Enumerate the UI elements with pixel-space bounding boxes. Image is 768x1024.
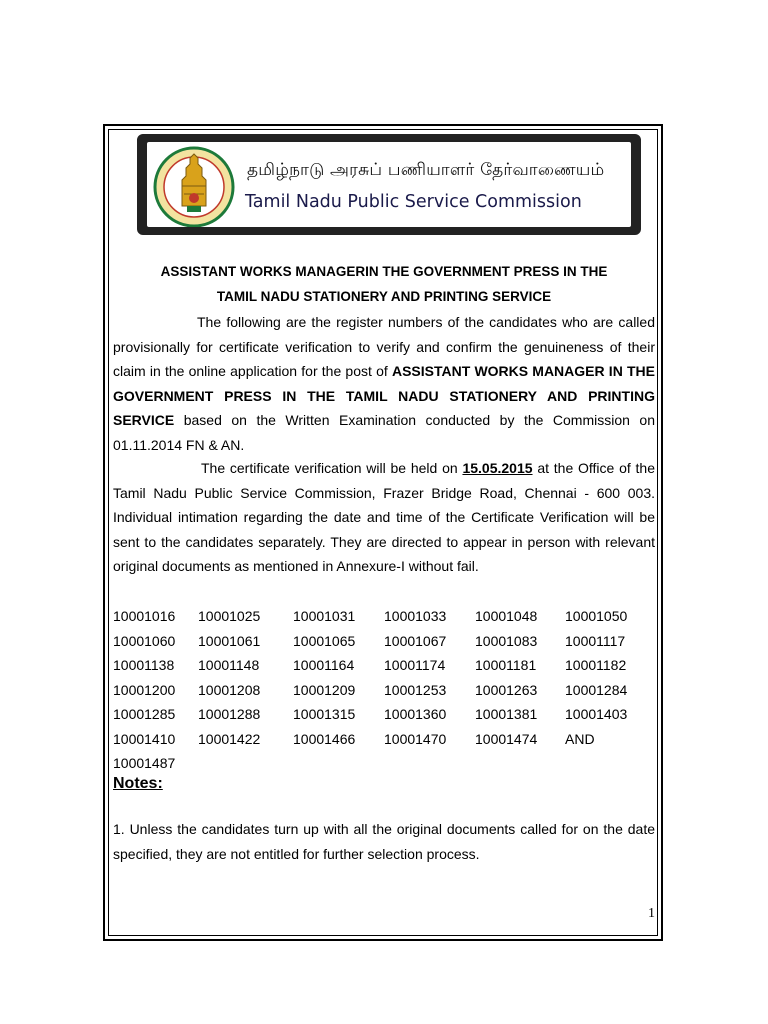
register-number: 10001200 — [113, 681, 176, 698]
register-number: 10001016 — [113, 608, 176, 624]
intro-text: The following are the register numbers of the candidates who are called provisionally for certificate verification to verify and confirm the genuineness of their claim in the online application for the post of — [113, 314, 655, 379]
verification-date: 15.05.2015 — [462, 460, 533, 476]
page-number: 1 — [648, 906, 655, 921]
register-number: 10001470 — [384, 730, 447, 747]
register-number: 10001174 — [384, 657, 446, 673]
register-number: 10001164 — [293, 657, 355, 673]
register-number: 10001474 — [475, 730, 538, 747]
tamil-title: தமிழ்நாடு அரசுப் பணியாளர் தேர்வாணையம் — [247, 160, 605, 180]
register-number: 10001288 — [198, 706, 261, 722]
register-number: 10001403 — [565, 706, 628, 722]
register-number: 10001025 — [198, 608, 261, 624]
tnpsc-seal-logo — [153, 146, 235, 227]
tnpsc-banner — [137, 134, 641, 235]
verification-text: The certificate verification will be held on — [201, 460, 458, 476]
register-number: 10001067 — [384, 632, 447, 649]
register-number: 10001048 — [475, 608, 538, 624]
notes-title: Notes: — [113, 775, 163, 792]
register-number: 10001031 — [293, 608, 356, 624]
register-number: 10001033 — [384, 608, 447, 624]
paragraph-intro — [113, 310, 655, 457]
register-number: 10001381 — [475, 706, 538, 722]
heading-line-1: ASSISTANT WORKS MANAGERIN THE GOVERNMENT PRESS IN THE — [160, 264, 608, 279]
register-number: 10001284 — [565, 681, 628, 698]
english-title: Tamil Nadu Public Service Commission — [245, 192, 582, 212]
register-number: 10001083 — [475, 632, 538, 649]
register-number: 10001117 — [565, 632, 626, 649]
note-item-1: 1. Unless the candidates turn up with all the original documents called for on the date specified, they are not entitled for further selection process. — [113, 821, 655, 862]
register-number: 10001138 — [113, 657, 175, 673]
register-number: 10001360 — [384, 706, 447, 722]
register-number: 10001061 — [198, 632, 261, 649]
register-number: 10001148 — [198, 657, 260, 673]
register-number: 10001060 — [113, 632, 176, 649]
register-number: 10001422 — [198, 730, 261, 747]
register-number: 10001285 — [113, 706, 176, 722]
heading-line-2: TAMIL NADU STATIONERY AND PRINTING SERVICE — [216, 289, 552, 304]
register-number: AND — [565, 730, 595, 747]
register-number: 10001487 — [113, 755, 176, 771]
register-number: 10001181 — [475, 657, 537, 673]
post-name: ASSISTANT WORKS MANAGER IN THE GOVERNMENT PRESS IN THE TAMIL NADU STATIONERY AND PRINTING SERVICE — [113, 363, 655, 428]
paragraph-verification — [113, 456, 655, 579]
register-number: 10001263 — [475, 681, 538, 698]
register-number: 10001466 — [293, 730, 356, 747]
register-number: 10001065 — [293, 632, 356, 649]
banner-inner — [147, 142, 631, 227]
register-number: 10001253 — [384, 681, 447, 698]
register-number: 10001209 — [293, 681, 356, 698]
verification-details: at the Office of the Tamil Nadu Public Service Commission, Frazer Bridge Road, Chennai - 600 003. Individual intimation regarding the date and time of the Certificate Verification will be sent to the candidates separately. They are directed to appear in person with relevant original documents as mentioned in Annexure-I without fail. — [113, 460, 656, 574]
intro-tail: based on the Written Examination conducted by the Commission on 01.11.2014 FN & AN. — [113, 412, 655, 453]
register-number: 10001050 — [565, 608, 628, 624]
register-number: 10001182 — [565, 657, 627, 673]
register-number: 10001410 — [113, 730, 176, 747]
register-number: 10001208 — [198, 681, 261, 698]
register-number: 10001315 — [293, 706, 356, 722]
